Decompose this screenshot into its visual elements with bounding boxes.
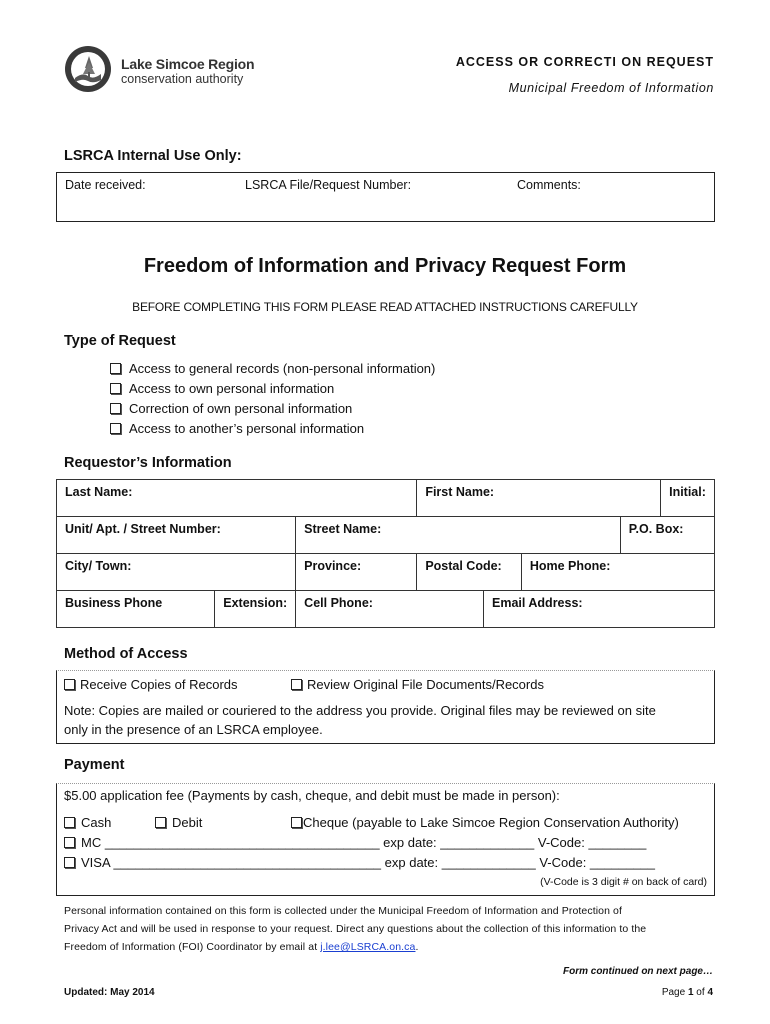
document-subtitle: Municipal Freedom of Information <box>508 81 714 95</box>
cell-phone-field[interactable]: Cell Phone: <box>296 591 484 628</box>
visa-option[interactable]: VISA _____________________________________ exp date: _____________ V-Code: _________ <box>64 855 655 870</box>
file-number-label: LSRCA File/Request Number: <box>245 178 412 192</box>
table-row <box>57 554 715 591</box>
checkbox[interactable] <box>155 817 166 828</box>
request-option-general[interactable]: Access to general records (non-personal information) <box>110 361 435 376</box>
city-town-field[interactable]: City/ Town: <box>57 554 296 591</box>
checkbox[interactable] <box>64 817 75 828</box>
method-of-access-box <box>56 670 715 744</box>
extension-field[interactable]: Extension: <box>215 591 296 628</box>
last-name-field[interactable]: Last Name: <box>57 480 417 517</box>
request-option-own-personal[interactable]: Access to own personal information <box>110 381 334 396</box>
request-option-correction[interactable]: Correction of own personal information <box>110 401 352 416</box>
mc-option[interactable]: MC ______________________________________ exp date: _____________ V-Code: ________ <box>64 835 646 850</box>
checkbox[interactable] <box>110 383 121 394</box>
checkbox[interactable] <box>110 363 121 374</box>
payment-heading: Payment <box>64 757 125 773</box>
home-phone-field[interactable]: Home Phone: <box>521 554 714 591</box>
checkbox[interactable] <box>110 423 121 434</box>
method-of-access-heading: Method of Access <box>64 646 188 662</box>
business-phone-field[interactable]: Business Phone <box>57 591 215 628</box>
vcode-note: (V-Code is 3 digit # on back of card) <box>540 876 707 888</box>
postal-code-field[interactable]: Postal Code: <box>417 554 522 591</box>
first-name-field[interactable]: First Name: <box>417 480 661 517</box>
checkbox[interactable] <box>64 679 75 690</box>
internal-use-heading: LSRCA Internal Use Only: <box>64 148 242 164</box>
foi-email-link[interactable]: j.lee@LSRCA.on.ca <box>320 941 416 953</box>
table-row <box>57 480 715 517</box>
province-field[interactable]: Province: <box>296 554 417 591</box>
updated-date: Updated: May 2014 <box>64 987 155 998</box>
checkbox[interactable] <box>291 679 302 690</box>
debit-option[interactable]: Debit <box>155 815 202 830</box>
checkbox[interactable] <box>64 837 75 848</box>
initial-field[interactable]: Initial: <box>661 480 715 517</box>
form-title: Freedom of Information and Privacy Request Form <box>143 255 627 277</box>
checkbox[interactable] <box>291 817 302 828</box>
requestor-info-table <box>56 479 715 628</box>
checkbox[interactable] <box>110 403 121 414</box>
requestor-info-heading: Requestor’s Information <box>64 455 232 471</box>
street-name-field[interactable]: Street Name: <box>296 517 621 554</box>
lsrca-logo <box>63 44 255 104</box>
privacy-line2: Privacy Act and will be used in response to your request. Direct any questions about the collection of this information to the <box>64 923 647 935</box>
receive-copies-option[interactable]: Receive Copies of Records <box>64 677 238 692</box>
privacy-line1: Personal information contained on this form is collected under the Municipal Freedom of Information and Protection of <box>64 905 622 917</box>
instructions-notice: BEFORE COMPLETING THIS FORM PLEASE READ ATTACHED INSTRUCTIONS CAREFULLY <box>132 300 638 314</box>
continued-note: Form continued on next page… <box>562 966 713 977</box>
fee-text: $5.00 application fee (Payments by cash, cheque, and debit must be made in person): <box>64 788 560 803</box>
logo-tagline: conservation authority <box>121 72 244 86</box>
review-originals-option[interactable]: Review Original File Documents/Records <box>291 677 544 692</box>
page-number: Page 1 of 4 <box>661 987 713 998</box>
payment-box <box>56 783 715 896</box>
date-received-label: Date received: <box>65 178 146 192</box>
access-note-line2: only in the presence of an LSRCA employee. <box>64 722 323 737</box>
type-of-request-heading: Type of Request <box>64 333 176 349</box>
cash-option[interactable]: Cash <box>64 815 111 830</box>
logo-name: Lake Simcoe Region <box>121 56 255 72</box>
table-row <box>57 517 715 554</box>
internal-use-box <box>56 172 715 222</box>
email-address-field[interactable]: Email Address: <box>484 591 715 628</box>
privacy-line3: Freedom of Information (FOI) Coordinator by email at j.lee@LSRCA.on.ca. <box>64 941 419 953</box>
po-box-field[interactable]: P.O. Box: <box>620 517 714 554</box>
document-type-title: ACCESS OR CORRECTI ON REQUEST <box>455 55 714 69</box>
lsrca-emblem-icon <box>63 44 113 94</box>
table-row <box>57 591 715 628</box>
unit-street-number-field[interactable]: Unit/ Apt. / Street Number: <box>57 517 296 554</box>
checkbox[interactable] <box>64 857 75 868</box>
comments-label: Comments: <box>517 178 581 192</box>
request-option-another-personal[interactable]: Access to another’s personal information <box>110 421 364 436</box>
access-note-line1: Note: Copies are mailed or couriered to the address you provide. Original files may be reviewed on site <box>64 703 656 718</box>
cheque-option[interactable]: Cheque (payable to Lake Simcoe Region Conservation Authority) <box>291 815 679 830</box>
